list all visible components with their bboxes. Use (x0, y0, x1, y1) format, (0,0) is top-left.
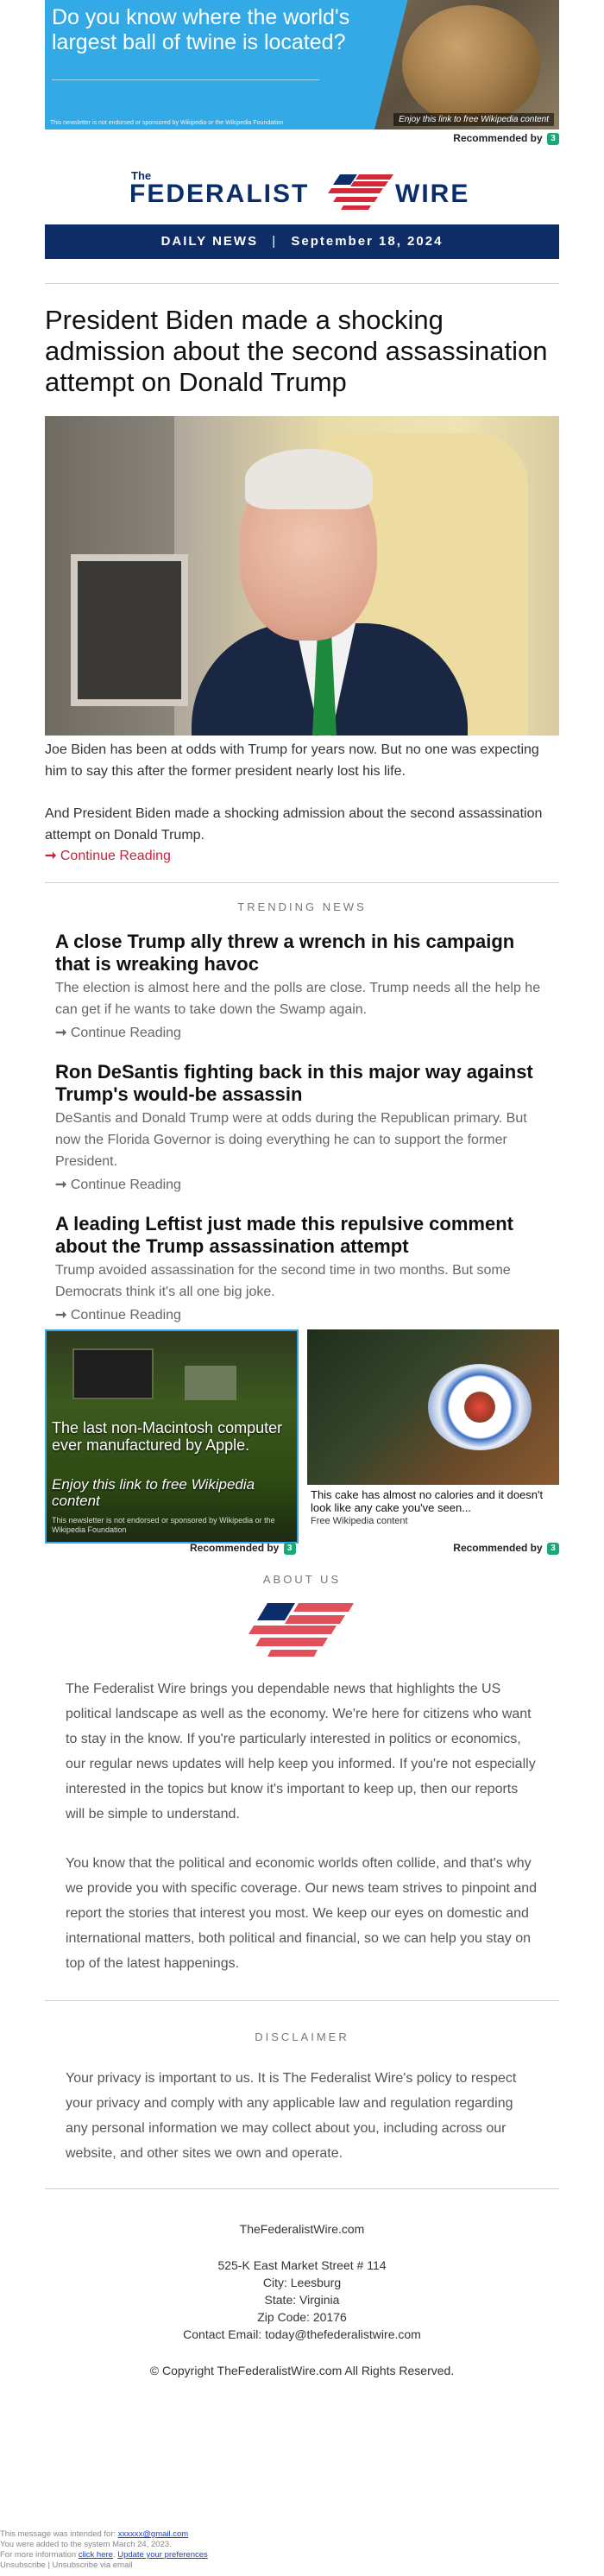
banner-date: September 18, 2024 (291, 234, 444, 249)
ad-headline: The last non-Macintosh computer ever manufactured by Apple. (52, 1418, 283, 1454)
meta-info: For more information click here. Update your preferences (0, 2550, 208, 2560)
recommended-by-top[interactable] (45, 129, 559, 147)
ad-row (45, 1329, 559, 1557)
ad-cta[interactable]: Enjoy this link to free Wikipedia content (393, 113, 554, 126)
divider (45, 2000, 559, 2001)
ad-image (185, 1366, 236, 1400)
continue-reading-link[interactable] (55, 1022, 549, 1044)
trending-item (45, 1061, 559, 1196)
logo-federalist: FEDERALIST (129, 180, 310, 208)
recommender-logo-icon: 3 (547, 1543, 559, 1555)
disclaimer-text: Your privacy is important to us. It is The Federalist Wire's policy to respect your privacy and comply with any applicable law and regulation regarding any personal information we may collect about you, including across our website, and other sites we own and operate. (66, 2070, 517, 2161)
ad-disclaimer: This newsletter is not endorsed or sponsored by Wikipedia or the Wikipedia Foundation (52, 1515, 275, 1534)
meta-intended-label: This message was intended for: (0, 2529, 116, 2539)
trending-title[interactable]: A close Trump ally threw a wrench in his campaign that is wreaking havoc (55, 930, 515, 975)
continue-reading-link[interactable] (45, 846, 559, 867)
ad-banner-top[interactable] (45, 0, 559, 129)
recommended-by-left[interactable] (190, 1542, 296, 1555)
banner-label: DAILY NEWS (160, 234, 259, 249)
ad-caption: This cake has almost no calories and it doesn't look like any cake you've seen... (311, 1487, 544, 1514)
about-paragraph-1: The Federalist Wire brings you dependable news that highlights the US political landscape as well as the economy. We're here for citizens who want to stay in the know. If you're particularly interested in politics or economics, our regular news updates will help keep you informed. If you're not especially interested in the topics but know it's important to keep up, then our reports will be simple to understand. (66, 1681, 536, 1822)
arrow-right-icon: ➞ (55, 1177, 67, 1192)
arrow-right-icon: ➞ (45, 848, 57, 863)
trending-summary: The election is almost here and the polls are close. Trump needs all the help he can get if he wants to take down the Swamp again. (55, 980, 541, 1017)
email-meta (0, 2529, 208, 2571)
continue-reading-link[interactable] (55, 1304, 549, 1326)
unsubscribe-link[interactable]: Unsubscribe | Unsubscribe via email (0, 2560, 133, 2570)
image-hair (245, 449, 373, 509)
disclaimer-label: DISCLAIMER (255, 2030, 349, 2043)
recommended-label: Recommended by (190, 1541, 280, 1554)
continue-label: Continue Reading (70, 1025, 181, 1040)
recommender-logo-icon: 3 (284, 1543, 296, 1555)
footer-copyright: © Copyright TheFederalistWire.com All Rights Reserved. (149, 2363, 455, 2377)
ad-image-cake (464, 1392, 495, 1423)
trending-label: TRENDING NEWS (237, 900, 367, 913)
recommended-label: Recommended by (453, 132, 543, 144)
banner-separator: | (272, 234, 278, 249)
logo-the: The (131, 169, 152, 182)
divider (45, 882, 559, 883)
disclaimer-body (45, 2066, 559, 2166)
ad-cta: Enjoy this link to free Wikipedia content (52, 1475, 255, 1509)
ad-card-right[interactable] (307, 1329, 559, 1540)
update-preferences-link[interactable]: Update your preferences (117, 2550, 208, 2560)
recommender-logo-icon: 3 (547, 133, 559, 145)
divider (45, 2188, 559, 2189)
flag-icon (249, 1598, 355, 1662)
footer-site[interactable]: TheFederalistWire.com (239, 2221, 365, 2236)
date-banner (45, 224, 559, 259)
meta-added: You were added to the system March 24, 2023. (0, 2540, 172, 2549)
recommended-by-right[interactable] (453, 1542, 559, 1555)
main-paragraph-2: And President Biden made a shocking admission about the second assassination attempt on Donald Trump. (45, 805, 543, 843)
footer-city: City: Leesburg (262, 2275, 342, 2289)
logo-wire: WIRE (395, 180, 470, 208)
ad-source: Free Wikipedia content (311, 1515, 408, 1526)
trending-summary: Trump avoided assassination for the second time in two months. But some Democrats think it's all one big joke. (55, 1262, 511, 1299)
arrow-right-icon: ➞ (55, 1025, 67, 1040)
ad-divider (52, 79, 319, 80)
footer-street: 525-K East Market Street # 114 (217, 2257, 387, 2272)
footer-state: State: Virginia (264, 2292, 340, 2307)
site-logo[interactable] (45, 154, 559, 214)
trending-title[interactable]: Ron DeSantis fighting back in this major way against Trump's would-be assassin (55, 1060, 533, 1105)
continue-label: Continue Reading (60, 848, 171, 863)
main-paragraph-1: Joe Biden has been at odds with Trump for years now. But no one was expecting him to say this after the former president nearly lost his life. (45, 742, 539, 779)
footer-contact[interactable]: Contact Email: today@thefederalistwire.com (183, 2327, 421, 2341)
continue-label: Continue Reading (70, 1307, 181, 1323)
flag-icon (328, 171, 395, 211)
continue-label: Continue Reading (70, 1177, 181, 1192)
divider (45, 283, 559, 284)
main-headline[interactable]: President Biden made a shocking admission about the second assassination attempt on Donald Trump (45, 305, 548, 397)
meta-intended (0, 2529, 208, 2540)
ad-disclaimer: This newsletter is not endorsed or sponsored by Wikipedia or the Wikipedia Foundation (50, 120, 284, 126)
about-logo (45, 1598, 559, 1666)
recommended-label: Recommended by (453, 1541, 543, 1554)
ad-headline: Do you know where the world's largest ball of twine is located? (52, 5, 350, 54)
trending-item (45, 931, 559, 1044)
footer (45, 2220, 559, 2379)
about-label: ABOUT US (262, 1572, 342, 1586)
click-here-link[interactable]: click here (78, 2550, 113, 2560)
about-body (45, 1676, 559, 1976)
about-paragraph-2: You know that the political and economic worlds often collide, and that's why we provide you with specific coverage. Our news team strives to pinpoint and report the stories that interest you most. We keep our eyes on domestic and international matters, both political and financial, so we can help you stay on top of the latest happenings. (66, 1855, 538, 1971)
twine-ball-image (402, 5, 540, 124)
trending-title[interactable]: A leading Leftist just made this repulsive comment about the Trump assassination attempt (55, 1212, 513, 1257)
ad-image (72, 1348, 154, 1399)
image-fireplace (71, 554, 188, 706)
continue-reading-link[interactable] (55, 1174, 549, 1196)
recipient-email-link[interactable]: xxxxxx@gmail.com (117, 2529, 189, 2539)
newsletter (45, 0, 559, 2379)
trending-item (45, 1213, 559, 1326)
footer-zip: Zip Code: 20176 (257, 2309, 347, 2324)
meta-info-label: For more information (0, 2550, 77, 2560)
ad-card-left[interactable] (45, 1329, 299, 1544)
trending-summary: DeSantis and Donald Trump were at odds during the Republican primary. But now the Florida Governor is doing everything he can to support the former President. (55, 1110, 527, 1169)
main-story-image[interactable] (45, 416, 559, 736)
arrow-right-icon: ➞ (55, 1307, 67, 1323)
